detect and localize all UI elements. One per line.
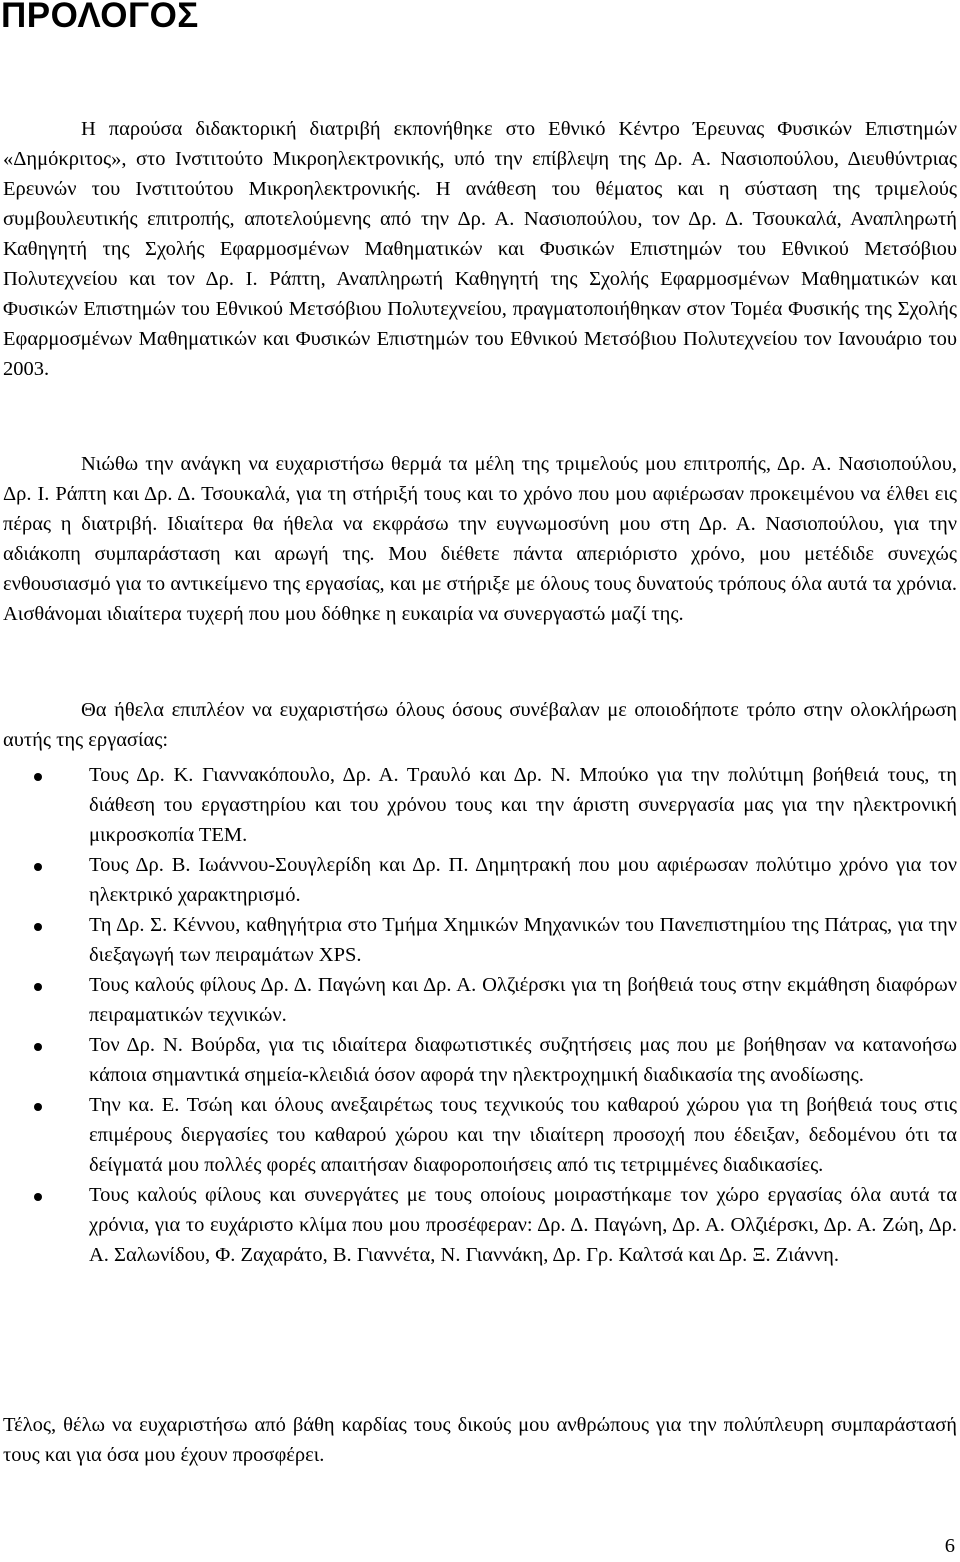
paragraph-committee-thanks: Νιώθω την ανάγκη να ευχαριστήσω θερμά τα μέλη της τριμελούς μου επιτροπής, Δρ. Α. Νασιοπούλου, Δρ. Ι. Ράπτη και Δρ. Δ. Τσουκαλά, για τη στήριξή τους και το χρόνο που μου αφιέρωσαν προκειμένου να έλθει εις πέρας η διατριβή. Ιδιαίτερα θα ήθελα να εκφράσω την ευγνωμοσύνη μου στη Δρ. Α. Νασιοπούλου, για την αδιάκοπη συμπαράσταση και αρωγή της. Μου διέθετε πάντα απεριόριστο χρόνο, μου μετέδιδε συνεχώς ενθουσιασμό για το αντικείμενο της εργασίας, και με στήριξε με όλους τους δυνατούς τρόπους όλα αυτά τα χρόνια. Αισθάνομαι ιδιαίτερα τυχερή που μου δόθηκε η ευκαιρία να συνεργαστώ μαζί της.	[3, 453, 957, 625]
list-item	[0, 850, 957, 910]
list-item-text: Τη Δρ. Σ. Κέννου, καθηγήτρια στο Τμήμα Χημικών Μηχανικών του Πανεπιστημίου της Πάτρας, για την διεξαγωγή των πειραμάτων XPS.	[89, 914, 957, 966]
bullet-icon	[34, 923, 42, 931]
page-title: ΠΡΟΛΟΓΟΣ	[1, 0, 199, 35]
list-item-text: Τους καλούς φίλους και συνεργάτες με τους οποίους μοιραστήκαμε τον χώρο εργασίας όλα αυτά τα χρόνια, για το ευχάριστο κλίμα που μου προσέφεραν: Δρ. Δ. Παγώνη, Δρ. Α. Ολζιέρσκι, Δρ. Α. Ζώη, Δρ. Α. Σαλωνίδου, Φ. Ζαχαράτο, Β. Γιαννέτα, Ν. Γιαννάκη, Δρ. Γρ. Καλτσά και Δρ. Ξ. Ζιάννη.	[89, 1184, 957, 1266]
bullet-icon	[34, 1103, 42, 1111]
list-item	[0, 1030, 957, 1090]
page-number: 6	[944, 1535, 955, 1557]
bullet-icon	[34, 773, 42, 781]
acknowledgements-list	[0, 760, 957, 1270]
list-item-text: Τους καλούς φίλους Δρ. Δ. Παγώνη και Δρ. Α. Ολζιέρσκι για τη βοήθειά τους στην εκμάθηση διαφόρων πειραματικών τεχνικών.	[89, 974, 957, 1026]
bullet-icon	[34, 863, 42, 871]
paragraph-further-thanks: Θα ήθελα επιπλέον να ευχαριστήσω όλους όσους συνέβαλαν με οποιοδήποτε τρόπο στην ολοκλήρωση αυτής της εργασίας:	[3, 699, 957, 751]
list-item	[0, 970, 957, 1030]
list-item-text: Την κα. Ε. Τσώη και όλους ανεξαιρέτως τους τεχνικούς του καθαρού χώρου για τη βοήθειά τους στις επιμέρους διεργασίες του καθαρού χώρου και την ιδιαίτερη προσοχή που έδειξαν, δεδομένου ότι τα δείγματά μου πολλές φορές απαιτήσαν διαφοροποιήσεις από τις τετριμμένες διαδικασίες.	[89, 1094, 957, 1176]
paragraph-closing: Τέλος, θέλω να ευχαριστήσω από βάθη καρδίας τους δικούς μου ανθρώπους για την πολύπλευρη συμπαράστασή τους και για όσα μου έχουν προσφέρει.	[3, 1414, 957, 1466]
list-item-text: Τους Δρ. Β. Ιωάννου-Σουγλερίδη και Δρ. Π. Δημητρακή που μου αφιέρωσαν πολύτιμο χρόνο για τον ηλεκτρικό χαρακτηρισμό.	[89, 854, 957, 906]
list-item-text: Τον Δρ. Ν. Βούρδα, για τις ιδιαίτερα διαφωτιστικές συζητήσεις μας που με βοήθησαν να κατανοήσω κάποια σημαντικά σημεία-κλειδιά όσον αφορά την ηλεκτροχημική διαδικασία της ανοδίωσης.	[89, 1034, 957, 1086]
bullet-icon	[34, 1043, 42, 1051]
list-item	[0, 760, 957, 850]
list-item	[0, 1090, 957, 1180]
paragraph-thesis-context: Η παρούσα διδακτορική διατριβή εκπονήθηκε στο Εθνικό Κέντρο Έρευνας Φυσικών Επιστημών «Δημόκριτος», στο Ινστιτούτο Μικροηλεκτρονικής, υπό την επίβλεψη της Δρ. Α. Νασιοπούλου, Διευθύντριας Ερευνών του Ινστιτούτου Μικροηλεκτρονικής. Η ανάθεση του θέματος και η σύσταση της τριμελούς συμβουλευτικής επιτροπής, αποτελούμενης από την Δρ. Α. Νασιοπούλου, τον Δρ. Δ. Τσουκαλά, Αναπληρωτή Καθηγητή της Σχολής Εφαρμοσμένων Μαθηματικών και Φυσικών Επιστημών του Εθνικού Μετσόβιου Πολυτεχνείου και τον Δρ. Ι. Ράπτη, Αναπληρωτή Καθηγητή της Σχολής Εφαρμοσμένων Μαθηματικών και Φυσικών Επιστημών του Εθνικού Μετσόβιου Πολυτεχνείου, πραγματοποιήθηκαν στον Τομέα Φυσικής της Σχολής Εφαρμοσμένων Μαθηματικών και Φυσικών Επιστημών του Εθνικού Μετσόβιου Πολυτεχνείου τον Ιανουάριο του 2003.	[3, 118, 957, 380]
list-item	[0, 1180, 957, 1270]
bullet-icon	[34, 983, 42, 991]
list-item	[0, 910, 957, 970]
bullet-icon	[34, 1193, 42, 1201]
list-item-text: Τους Δρ. Κ. Γιαννακόπουλο, Δρ. Α. Τραυλό και Δρ. Ν. Μπούκο για την πολύτιμη βοήθειά τους, τη διάθεση του εργαστηρίου και του χρόνου τους και την άριστη συνεργασία μας για την ηλεκτρονική μικροσκοπία ΤΕΜ.	[89, 764, 957, 846]
